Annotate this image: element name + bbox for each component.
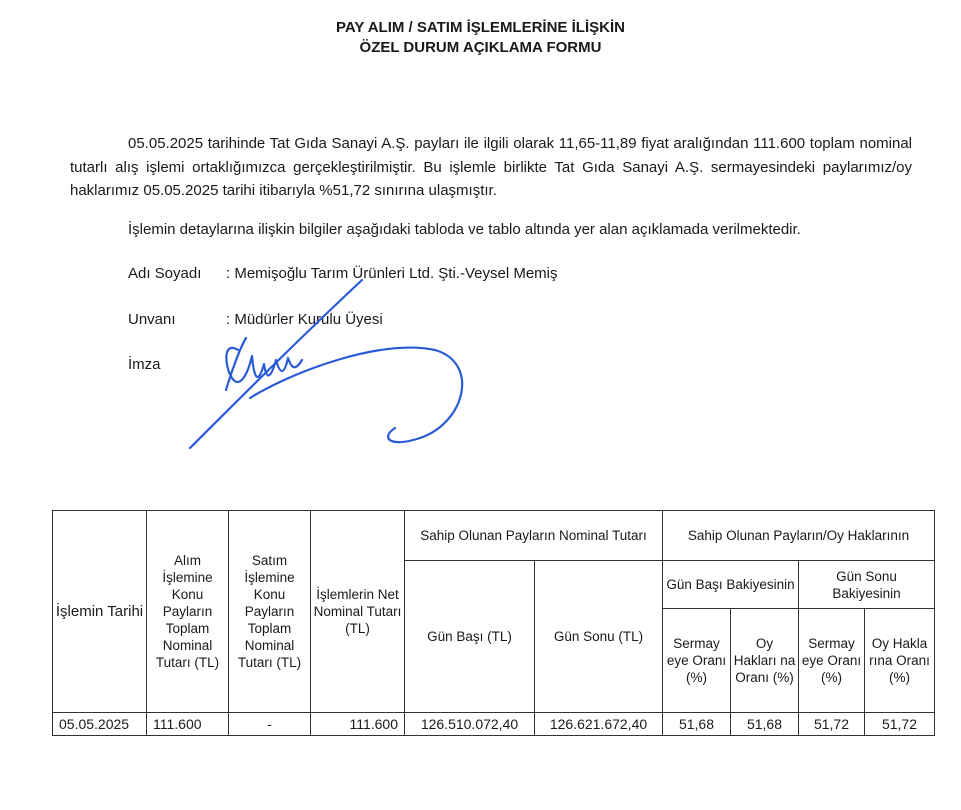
header-end-capital-ratio: Sermay eye Oranı (%) <box>799 609 865 713</box>
body-paragraph-2: İşlemin detaylarına ilişkin bilgiler aşağıdaki tabloda ve tablo altında yer alan açıklamada verilmektedir. <box>128 221 801 238</box>
cell-end-capital: 51,72 <box>799 713 865 736</box>
header-end-balance: Gün Sonu Bakiyesinin <box>799 561 935 609</box>
header-start-balance: Gün Başı Bakiyesinin <box>663 561 799 609</box>
form-title-line-2: ÖZEL DURUM AÇIKLAMA FORMU <box>359 39 602 56</box>
cell-sell: - <box>229 713 311 736</box>
table-row <box>53 713 935 736</box>
header-day-start: Gün Başı (TL) <box>405 561 535 713</box>
header-day-end: Gün Sonu (TL) <box>535 561 663 713</box>
header-start-capital-ratio: Sermay eye Oranı (%) <box>663 609 731 713</box>
cell-start-vote: 51,68 <box>731 713 799 736</box>
cell-day-start: 126.510.072,40 <box>405 713 535 736</box>
title-value: : Müdürler Kurulu Üyesi <box>226 311 383 328</box>
header-buy-nominal: Alım İşlemine Konu Payların Toplam Nominal Tutarı (TL) <box>147 511 229 713</box>
header-end-vote-ratio: Oy Hakla rına Oranı (%) <box>865 609 935 713</box>
signature-image <box>180 278 480 458</box>
cell-buy: 111.600 <box>147 713 229 736</box>
cell-end-vote: 51,72 <box>865 713 935 736</box>
header-start-vote-ratio: Oy Hakları na Oranı (%) <box>731 609 799 713</box>
cell-start-capital: 51,68 <box>663 713 731 736</box>
header-ratio-group: Sahip Olunan Payların/Oy Haklarının <box>663 511 935 561</box>
cell-day-end: 126.621.672,40 <box>535 713 663 736</box>
header-transaction-date: İşlemin Tarihi <box>53 511 147 713</box>
name-value: : Memişoğlu Tarım Ürünleri Ltd. Şti.-Veysel Memiş <box>226 265 558 282</box>
form-title-line-1: PAY ALIM / SATIM İŞLEMLERİNE İLİŞKİN <box>336 19 625 36</box>
header-sell-nominal: Satım İşlemine Konu Payların Toplam Nominal Tutarı (TL) <box>229 511 311 713</box>
cell-net: 111.600 <box>311 713 405 736</box>
form-title <box>0 18 961 58</box>
header-net-nominal: İşlemlerin Net Nominal Tutarı (TL) <box>311 511 405 713</box>
name-label: Adı Soyadı <box>128 265 202 282</box>
signature-label: İmza <box>128 356 161 373</box>
cell-date: 05.05.2025 <box>53 713 147 736</box>
title-label: Unvanı <box>128 311 176 328</box>
header-nominal-group: Sahip Olunan Payların Nominal Tutarı <box>405 511 663 561</box>
body-paragraph-1: 05.05.2025 tarihinde Tat Gıda Sanayi A.Ş. payları ile ilgili olarak 11,65-11,89 fiyat aralığından 111.600 toplam nominal tutarlı alış işlemi ortaklığımızca gerçekleştirilmiştir. Bu işlemle birlikte Tat Gıda Sanayi A.Ş. sermayesindeki paylarımız/oy haklarımız 05.05.2025 tarihi itibarıyla %51,72 sınırına ulaşmıştır. <box>70 135 912 199</box>
transaction-table <box>52 510 935 736</box>
